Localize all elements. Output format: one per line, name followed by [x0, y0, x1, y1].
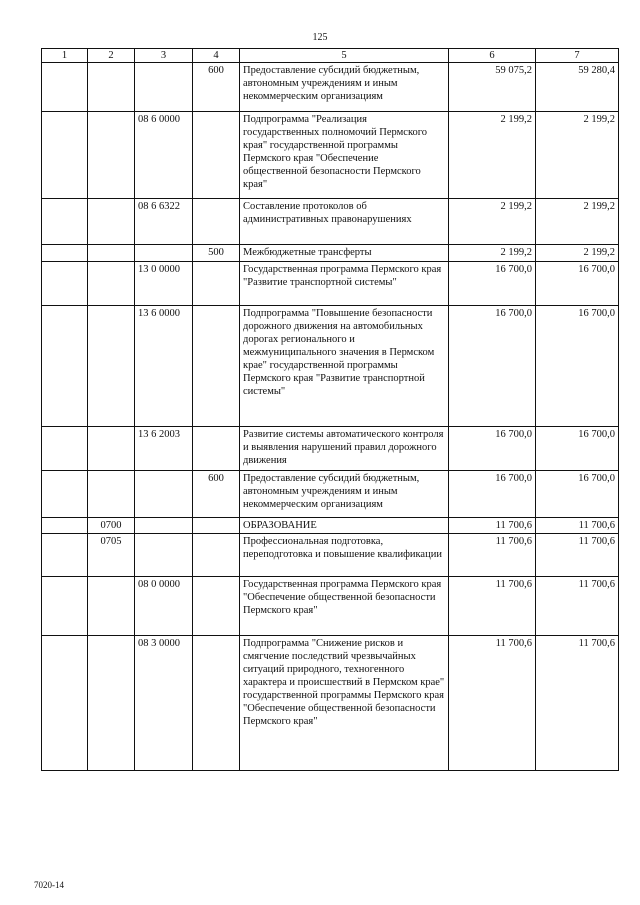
- table-header-row: [42, 49, 619, 63]
- budget-table: [41, 48, 619, 771]
- cell-subsection: 0700: [88, 518, 135, 534]
- cell-amount-year1: 11 700,6: [449, 518, 536, 534]
- cell-target-article: 13 6 0000: [135, 306, 193, 427]
- cell-section: [42, 112, 88, 199]
- cell-name: ОБРАЗОВАНИЕ: [240, 518, 449, 534]
- cell-amount-year2: 11 700,6: [536, 636, 619, 771]
- cell-target-article: 08 6 0000: [135, 112, 193, 199]
- cell-section: [42, 262, 88, 306]
- cell-expense-type: [193, 427, 240, 471]
- cell-subsection: [88, 245, 135, 262]
- table-row: [42, 518, 619, 534]
- cell-amount-year2: 2 199,2: [536, 245, 619, 262]
- cell-section: [42, 577, 88, 636]
- cell-target-article: 08 6 6322: [135, 199, 193, 245]
- table-row: [42, 427, 619, 471]
- cell-section: [42, 534, 88, 577]
- cell-expense-type: [193, 518, 240, 534]
- cell-amount-year1: 16 700,0: [449, 306, 536, 427]
- cell-name: Подпрограмма "Снижение рисков и смягчение последствий чрезвычайных ситуаций природного, техногенного характера и происшествий в Пермском крае" государственной программы Пермского края "Обеспечение общественной безопасности Пермского края": [240, 636, 449, 771]
- cell-name: Предоставление субсидий бюджетным, автономным учреждениям и иным некоммерческим организациям: [240, 471, 449, 518]
- header-col-3: 3: [135, 49, 193, 63]
- cell-section: [42, 427, 88, 471]
- cell-name: Профессиональная подготовка, переподготовка и повышение квалификации: [240, 534, 449, 577]
- cell-amount-year1: 11 700,6: [449, 636, 536, 771]
- cell-amount-year2: 11 700,6: [536, 577, 619, 636]
- cell-target-article: 13 6 2003: [135, 427, 193, 471]
- cell-subsection: [88, 427, 135, 471]
- cell-section: [42, 518, 88, 534]
- table-row: [42, 636, 619, 771]
- header-col-5: 5: [240, 49, 449, 63]
- cell-section: [42, 636, 88, 771]
- cell-target-article: 08 3 0000: [135, 636, 193, 771]
- cell-target-article: [135, 518, 193, 534]
- table-row: [42, 245, 619, 262]
- cell-amount-year1: 2 199,2: [449, 199, 536, 245]
- header-col-7: 7: [536, 49, 619, 63]
- cell-amount-year2: 59 280,4: [536, 63, 619, 112]
- cell-expense-type: [193, 199, 240, 245]
- cell-subsection: [88, 112, 135, 199]
- footer-code: 7020-14: [34, 880, 64, 890]
- cell-section: [42, 306, 88, 427]
- cell-amount-year1: 16 700,0: [449, 427, 536, 471]
- cell-section: [42, 63, 88, 112]
- header-col-1: 1: [42, 49, 88, 63]
- cell-subsection: [88, 306, 135, 427]
- cell-name: Подпрограмма "Повышение безопасности дорожного движения на автомобильных дорогах регионального и межмуниципального значения в Пермском крае" государственной программы Пермского края "Развитие транспортной системы": [240, 306, 449, 427]
- cell-target-article: [135, 245, 193, 262]
- cell-subsection: [88, 63, 135, 112]
- table-row: [42, 471, 619, 518]
- cell-subsection: [88, 636, 135, 771]
- header-col-6: 6: [449, 49, 536, 63]
- cell-amount-year2: 2 199,2: [536, 112, 619, 199]
- cell-target-article: [135, 63, 193, 112]
- cell-name: Межбюджетные трансферты: [240, 245, 449, 262]
- cell-amount-year2: 16 700,0: [536, 427, 619, 471]
- header-col-4: 4: [193, 49, 240, 63]
- cell-name: Государственная программа Пермского края "Обеспечение общественной безопасности Пермского края": [240, 577, 449, 636]
- table-row: [42, 534, 619, 577]
- cell-subsection: [88, 577, 135, 636]
- cell-expense-type: [193, 534, 240, 577]
- table-row: [42, 199, 619, 245]
- cell-amount-year1: 2 199,2: [449, 245, 536, 262]
- cell-expense-type: 500: [193, 245, 240, 262]
- table-row: [42, 262, 619, 306]
- page-number: 125: [312, 32, 328, 43]
- cell-section: [42, 199, 88, 245]
- cell-target-article: 08 0 0000: [135, 577, 193, 636]
- cell-expense-type: [193, 577, 240, 636]
- cell-expense-type: [193, 112, 240, 199]
- cell-name: Государственная программа Пермского края "Развитие транспортной системы": [240, 262, 449, 306]
- cell-amount-year1: 11 700,6: [449, 577, 536, 636]
- cell-amount-year1: 16 700,0: [449, 471, 536, 518]
- cell-name: Подпрограмма "Реализация государственных полномочий Пермского края" государственной программы Пермского края "Обеспечение общественной безопасности Пермского края": [240, 112, 449, 199]
- cell-subsection: 0705: [88, 534, 135, 577]
- cell-amount-year2: 16 700,0: [536, 306, 619, 427]
- cell-amount-year2: 16 700,0: [536, 262, 619, 306]
- cell-section: [42, 245, 88, 262]
- cell-amount-year1: 16 700,0: [449, 262, 536, 306]
- cell-target-article: [135, 534, 193, 577]
- table-row: [42, 577, 619, 636]
- cell-name: Развитие системы автоматического контроля и выявления нарушений правил дорожного движения: [240, 427, 449, 471]
- cell-amount-year1: 59 075,2: [449, 63, 536, 112]
- table-row: [42, 306, 619, 427]
- cell-subsection: [88, 262, 135, 306]
- cell-name: Составление протоколов об административных правонарушениях: [240, 199, 449, 245]
- cell-expense-type: 600: [193, 63, 240, 112]
- cell-expense-type: 600: [193, 471, 240, 518]
- cell-target-article: [135, 471, 193, 518]
- cell-amount-year2: 16 700,0: [536, 471, 619, 518]
- cell-amount-year1: 11 700,6: [449, 534, 536, 577]
- cell-amount-year1: 2 199,2: [449, 112, 536, 199]
- table-row: [42, 63, 619, 112]
- cell-subsection: [88, 471, 135, 518]
- cell-amount-year2: 11 700,6: [536, 534, 619, 577]
- header-col-2: 2: [88, 49, 135, 63]
- cell-expense-type: [193, 636, 240, 771]
- cell-name: Предоставление субсидий бюджетным, автономным учреждениям и иным некоммерческим организациям: [240, 63, 449, 112]
- table-row: [42, 112, 619, 199]
- cell-expense-type: [193, 262, 240, 306]
- cell-amount-year2: 11 700,6: [536, 518, 619, 534]
- cell-target-article: 13 0 0000: [135, 262, 193, 306]
- cell-expense-type: [193, 306, 240, 427]
- cell-subsection: [88, 199, 135, 245]
- cell-section: [42, 471, 88, 518]
- cell-amount-year2: 2 199,2: [536, 199, 619, 245]
